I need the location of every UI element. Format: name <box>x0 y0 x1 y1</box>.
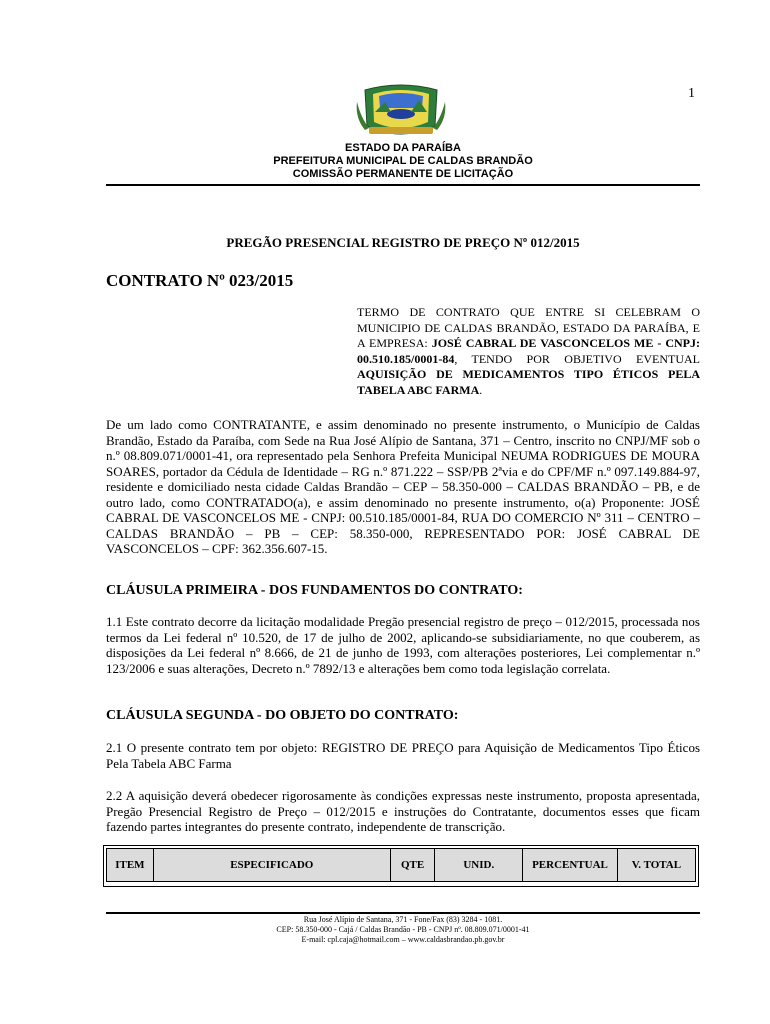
termo-object: AQUISIÇÃO DE MEDICAMENTOS TIPO ÉTICOS PELA TABELA ABC FARMA <box>357 367 700 397</box>
contrato-title: CONTRATO Nº 023/2015 <box>106 271 294 290</box>
termo-summary <box>357 305 700 398</box>
document-footer <box>106 915 700 945</box>
clausula-segunda-title: CLÁUSULA SEGUNDA - DO OBJETO DO CONTRATO: <box>106 708 459 723</box>
termo-text-2: , TENDO POR OBJETIVO EVENTUAL <box>454 351 700 366</box>
footer-cep: CEP: 58.350-000 - Cajá / Caldas Brandão - PB - CNPJ nº. 08.809.071/0001-41 <box>276 925 530 934</box>
municipal-seal-icon <box>355 82 447 138</box>
clausula-segunda-text-1: 2.1 O presente contrato tem por objeto: REGISTRO DE PREÇO para Aquisição de Medicamentos Tipo Éticos Pela Tabela ABC Farma <box>106 740 700 771</box>
clausula-primeira-title: CLÁUSULA PRIMEIRA - DOS FUNDAMENTOS DO CONTRATO: <box>106 583 523 598</box>
table-header-row <box>107 849 696 882</box>
footer-address: Rua José Alípio de Santana, 371 - Fone/Fax (83) 3284 - 1081. <box>303 915 503 924</box>
col-valor-total: V. TOTAL <box>617 849 695 882</box>
termo-company: JOSÉ CABRAL DE VASCONCELOS ME - CNPJ: 00.510.185/0001-84 <box>357 336 701 366</box>
clausula-primeira-text: 1.1 Este contrato decorre da licitação modalidade Pregão presencial registro de preço – 012/2015, processada nos termos da Lei federal nº 10.520, de 17 de julho de 2002, aplicando-se subsidiariamente, no que couberem, as disposições da Lei federal nº 8.666, de 21 de junho de 1993, com alterações posteriores, Lei complementar n.º 123/2006 e suas alterações, Decreto n.º 7892/13 e alterações bem como toda legislação correlata. <box>106 614 700 676</box>
col-especificado: ESPECIFICADO <box>153 849 390 882</box>
footer-divider <box>106 912 700 914</box>
items-table <box>106 848 696 882</box>
page-number: 1 <box>688 86 695 101</box>
document-header <box>106 142 700 181</box>
header-state: ESTADO DA PARAÍBA <box>345 142 461 154</box>
header-divider <box>106 184 700 186</box>
pregao-title: PREGÃO PRESENCIAL REGISTRO DE PREÇO Nº 012/2015 <box>226 235 580 250</box>
termo-text-1: TERMO DE CONTRATO QUE ENTRE SI CELEBRAM O MUNICIPIO DE CALDAS BRANDÃO, ESTADO DA PARAÍBA, E A EMPRESA: <box>357 305 700 350</box>
footer-contact: E-mail: cpl.caja@hotmail.com – www.caldasbrandao.pb.gov.br <box>301 935 505 944</box>
header-prefeitura: PREFEITURA MUNICIPAL DE CALDAS BRANDÃO <box>273 155 533 167</box>
col-item: ITEM <box>107 849 154 882</box>
col-percentual: PERCENTUAL <box>523 849 618 882</box>
col-qte: QTE <box>390 849 435 882</box>
header-commission: COMISSÃO PERMANENTE DE LICITAÇÃO <box>292 168 514 180</box>
col-unid: UNID. <box>435 849 523 882</box>
termo-text-3: . <box>479 382 483 397</box>
intro-paragraph: De um lado como CONTRATANTE, e assim denominado no presente instrumento, o Município de Caldas Brandão, Estado da Paraíba, com Sede na Rua José Alípio de Santana, 371 – Centro, inscrito no CNPJ/MF sob o n.º 08.809.071/0001-41, ora representado pela Senhora Prefeita Municipal NEUMA RODRIGUES DE MOURA SOARES, portador da Cédula de Identidade – RG n.º 871.222 – SSP/PB 2ªvia e do CPF/MF n.º 097.149.884-97, residente e domiciliado nesta cidade Caldas Brandão – CEP – 58.350-000 – CALDAS BRANDÃO – PB, e de outro lado, como CONTRATADO(a), e assim denominado no presente instrumento, o(a) Proponente: JOSÉ CABRAL DE VASCONCELOS ME - CNPJ: 00.510.185/0001-84, RUA DO COMERCIO Nº 311 – CENTRO – CALDAS BRANDÃO – PB – CEP: 58.350-000, REPRESENTADO POR: JOSÉ CABRAL DE VASCONCELOS – CPF: 362.356.607-15. <box>106 417 700 556</box>
clausula-segunda-text-2: 2.2 A aquisição deverá obedecer rigorosamente às condições expressas neste instrumento, proposta apresentada, Pregão Presencial Registro de Preço – 012/2015 e instruções do Contratante, documentos esses que ficam fazendo partes integrantes do presente contrato, independente de transcrição. <box>106 788 700 834</box>
